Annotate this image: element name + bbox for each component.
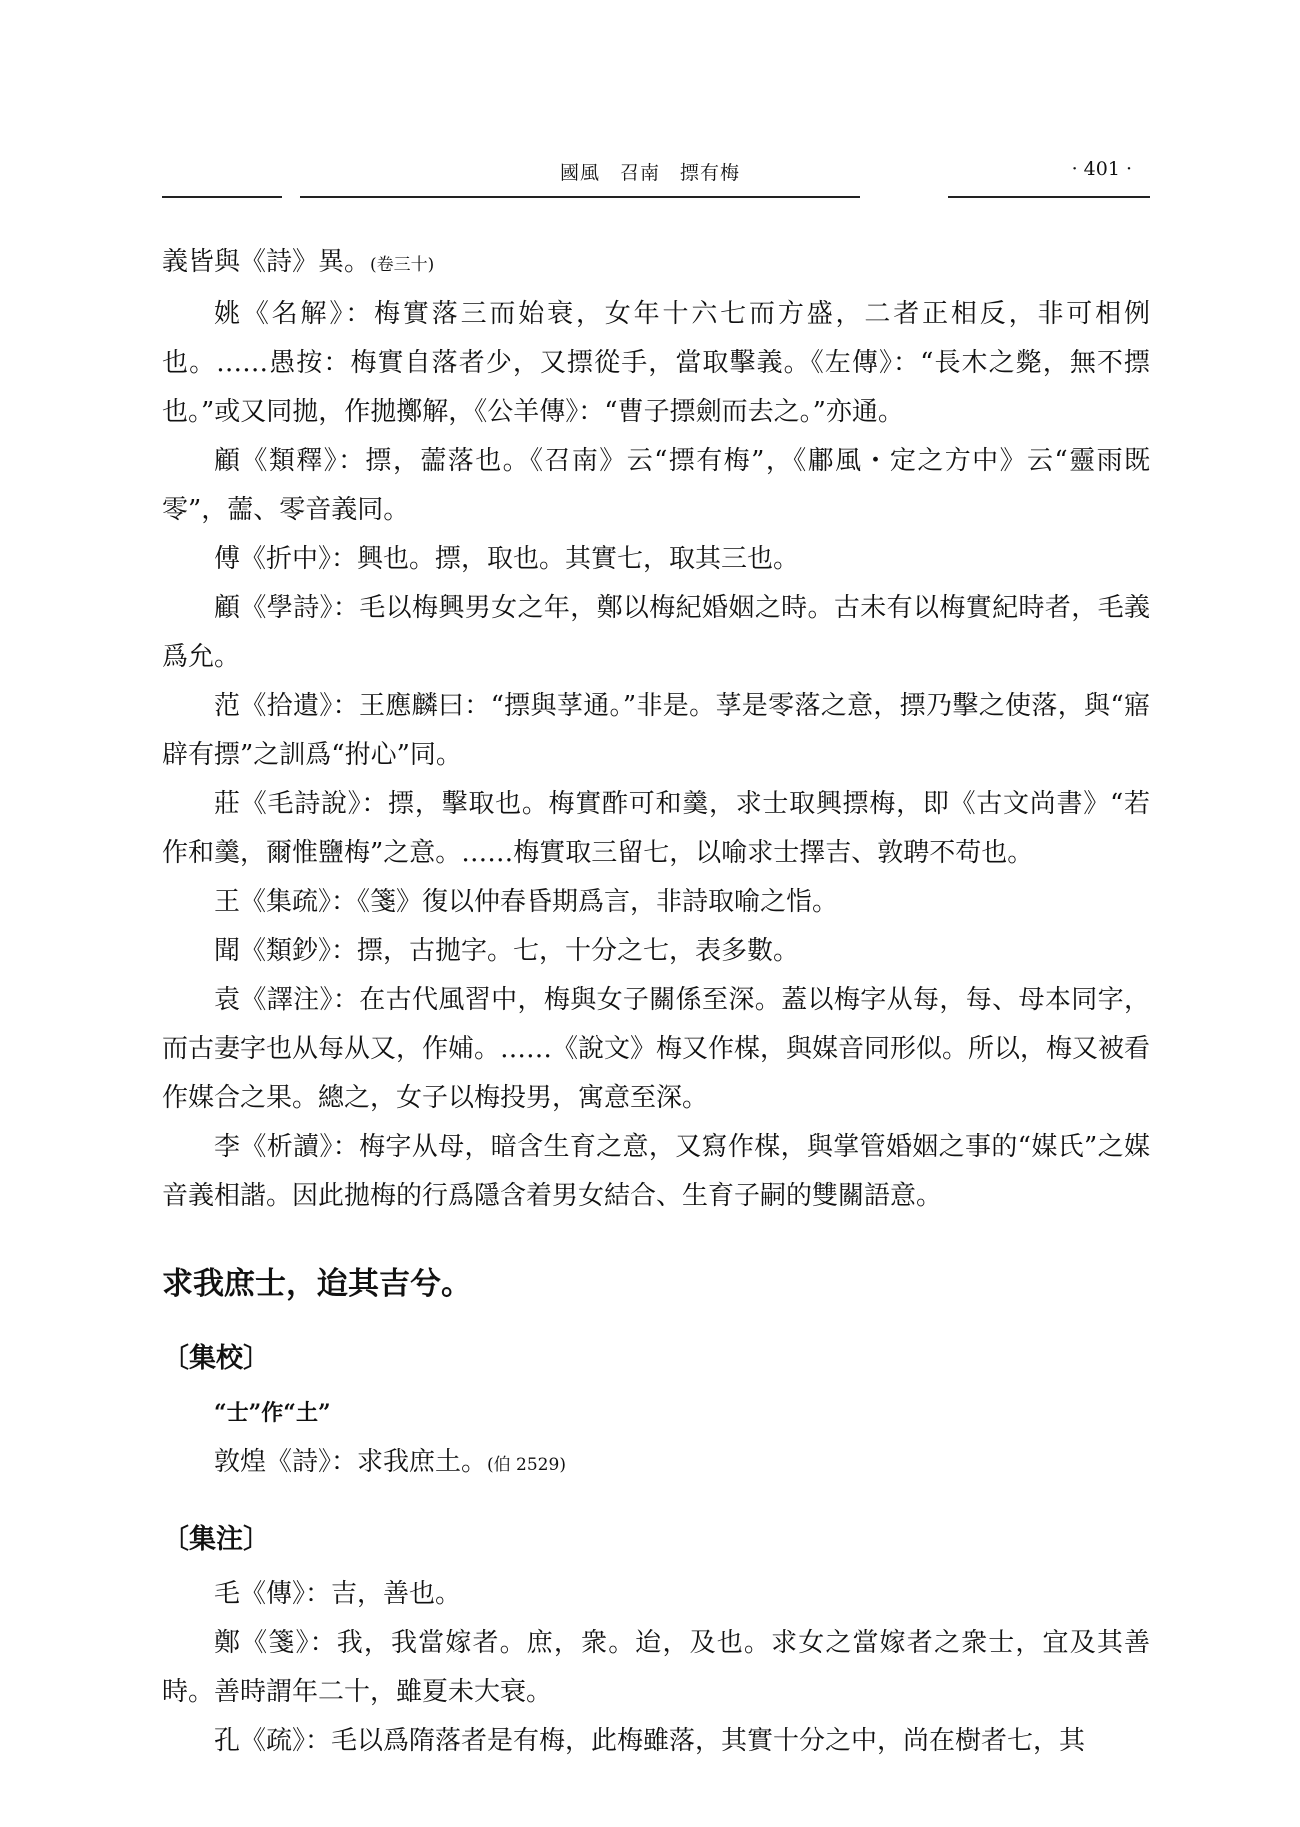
paragraph-text: 義皆與《詩》異。 <box>162 247 371 277</box>
header-rule-right <box>948 196 1150 198</box>
collation-line <box>162 1438 1150 1490</box>
commentary-mao: 毛《傳》：吉，善也。 <box>214 1579 462 1609</box>
header-rule-left <box>162 196 282 198</box>
page-body <box>162 238 1150 1766</box>
manuscript-note: (伯 2529) <box>487 1455 566 1475</box>
collation-text: 敦煌《詩》：求我庶土。 <box>214 1447 488 1477</box>
paragraph-fu: 傅《折中》：興也。摽，取也。其實七，取其三也。 <box>214 544 800 574</box>
collation-title: 〔集校〕 <box>162 1343 270 1374</box>
commentary-title: 〔集注〕 <box>162 1524 270 1555</box>
paragraph-yuan: 袁《譯注》：在古代風習中，梅與女子關係至深。蓋以梅字从每，每、母本同字，而古妻字也从每从又，作𡜵。……《說文》梅又作楳，與媒音同形似。所以，梅又被看作媒合之果。總之，女子以梅投男，寓意至深。 <box>162 985 1151 1113</box>
collation-subheading: “士”作“土” <box>214 1400 331 1426</box>
commentary-kong: 孔《疏》：毛以爲隋落者是有梅，此梅雖落，其實十分之中，尚在樹者七，其 <box>214 1726 1086 1756</box>
paragraph-yao: 姚《名解》：梅實落三而始衰，女年十六七而方盛，二者正相反，非可相例也。……愚按：梅實自落者少，又摽從手，當取擊義。《左傳》：“長木之斃，無不摽也。”或又同拋，作拋擲解，《公羊傳》：“曹子摽劍而去之。”亦通。 <box>162 299 1150 427</box>
paragraph-gu-xueshi: 顧《學詩》：毛以梅興男女之年，鄭以梅紀婚姻之時。古未有以梅實紀時者，毛義爲允。 <box>162 593 1150 672</box>
commentary-zheng: 鄭《箋》：我，我當嫁者。庶，衆。迨，及也。求女之當嫁者之衆士，宜及其善時。善時謂年二十，雖夏未大衰。 <box>162 1628 1150 1707</box>
page-header <box>162 158 1150 198</box>
header-rule-center <box>300 196 860 198</box>
paragraph-wang: 王《集疏》：《箋》復以仲春昏期爲言，非詩取喻之恉。 <box>214 887 839 917</box>
verse-heading: 求我庶士，迨其吉兮。 <box>162 1266 472 1302</box>
paragraph-zhuang: 莊《毛詩說》：摽，擊取也。梅實酢可和羹，求士取興摽梅，即《古文尚書》“若作和羹，爾惟鹽梅”之意。……梅實取三留七，以喻求士擇吉、敦聘不苟也。 <box>162 789 1150 868</box>
running-title: 國風 召南 摽有梅 <box>560 162 741 184</box>
paragraph-gu-leishi: 顧《類釋》：摽，蘦落也。《召南》云“摽有梅”，《鄘風・定之方中》云“靈雨既零”，蘦、零音義同。 <box>162 446 1150 525</box>
paragraph-fan: 范《拾遺》：王應麟曰：“摽與莩通。”非是。莩是零落之意，摽乃擊之使落，與“寤辟有摽”之訓爲“拊心”同。 <box>162 691 1150 770</box>
paragraph-continuation <box>162 238 1150 290</box>
page-number: · 401 · <box>1071 158 1132 180</box>
paragraph-li: 李《析讀》：梅字从母，暗含生育之意，又寫作楳，與掌管婚姻之事的“媒氏”之媒音義相諧。因此拋梅的行爲隱含着男女結合、生育子嗣的雙關語意。 <box>162 1132 1150 1211</box>
volume-note: (卷三十) <box>370 255 435 275</box>
paragraph-wen: 聞《類鈔》：摽，古拋字。七，十分之七，表多數。 <box>214 936 800 966</box>
